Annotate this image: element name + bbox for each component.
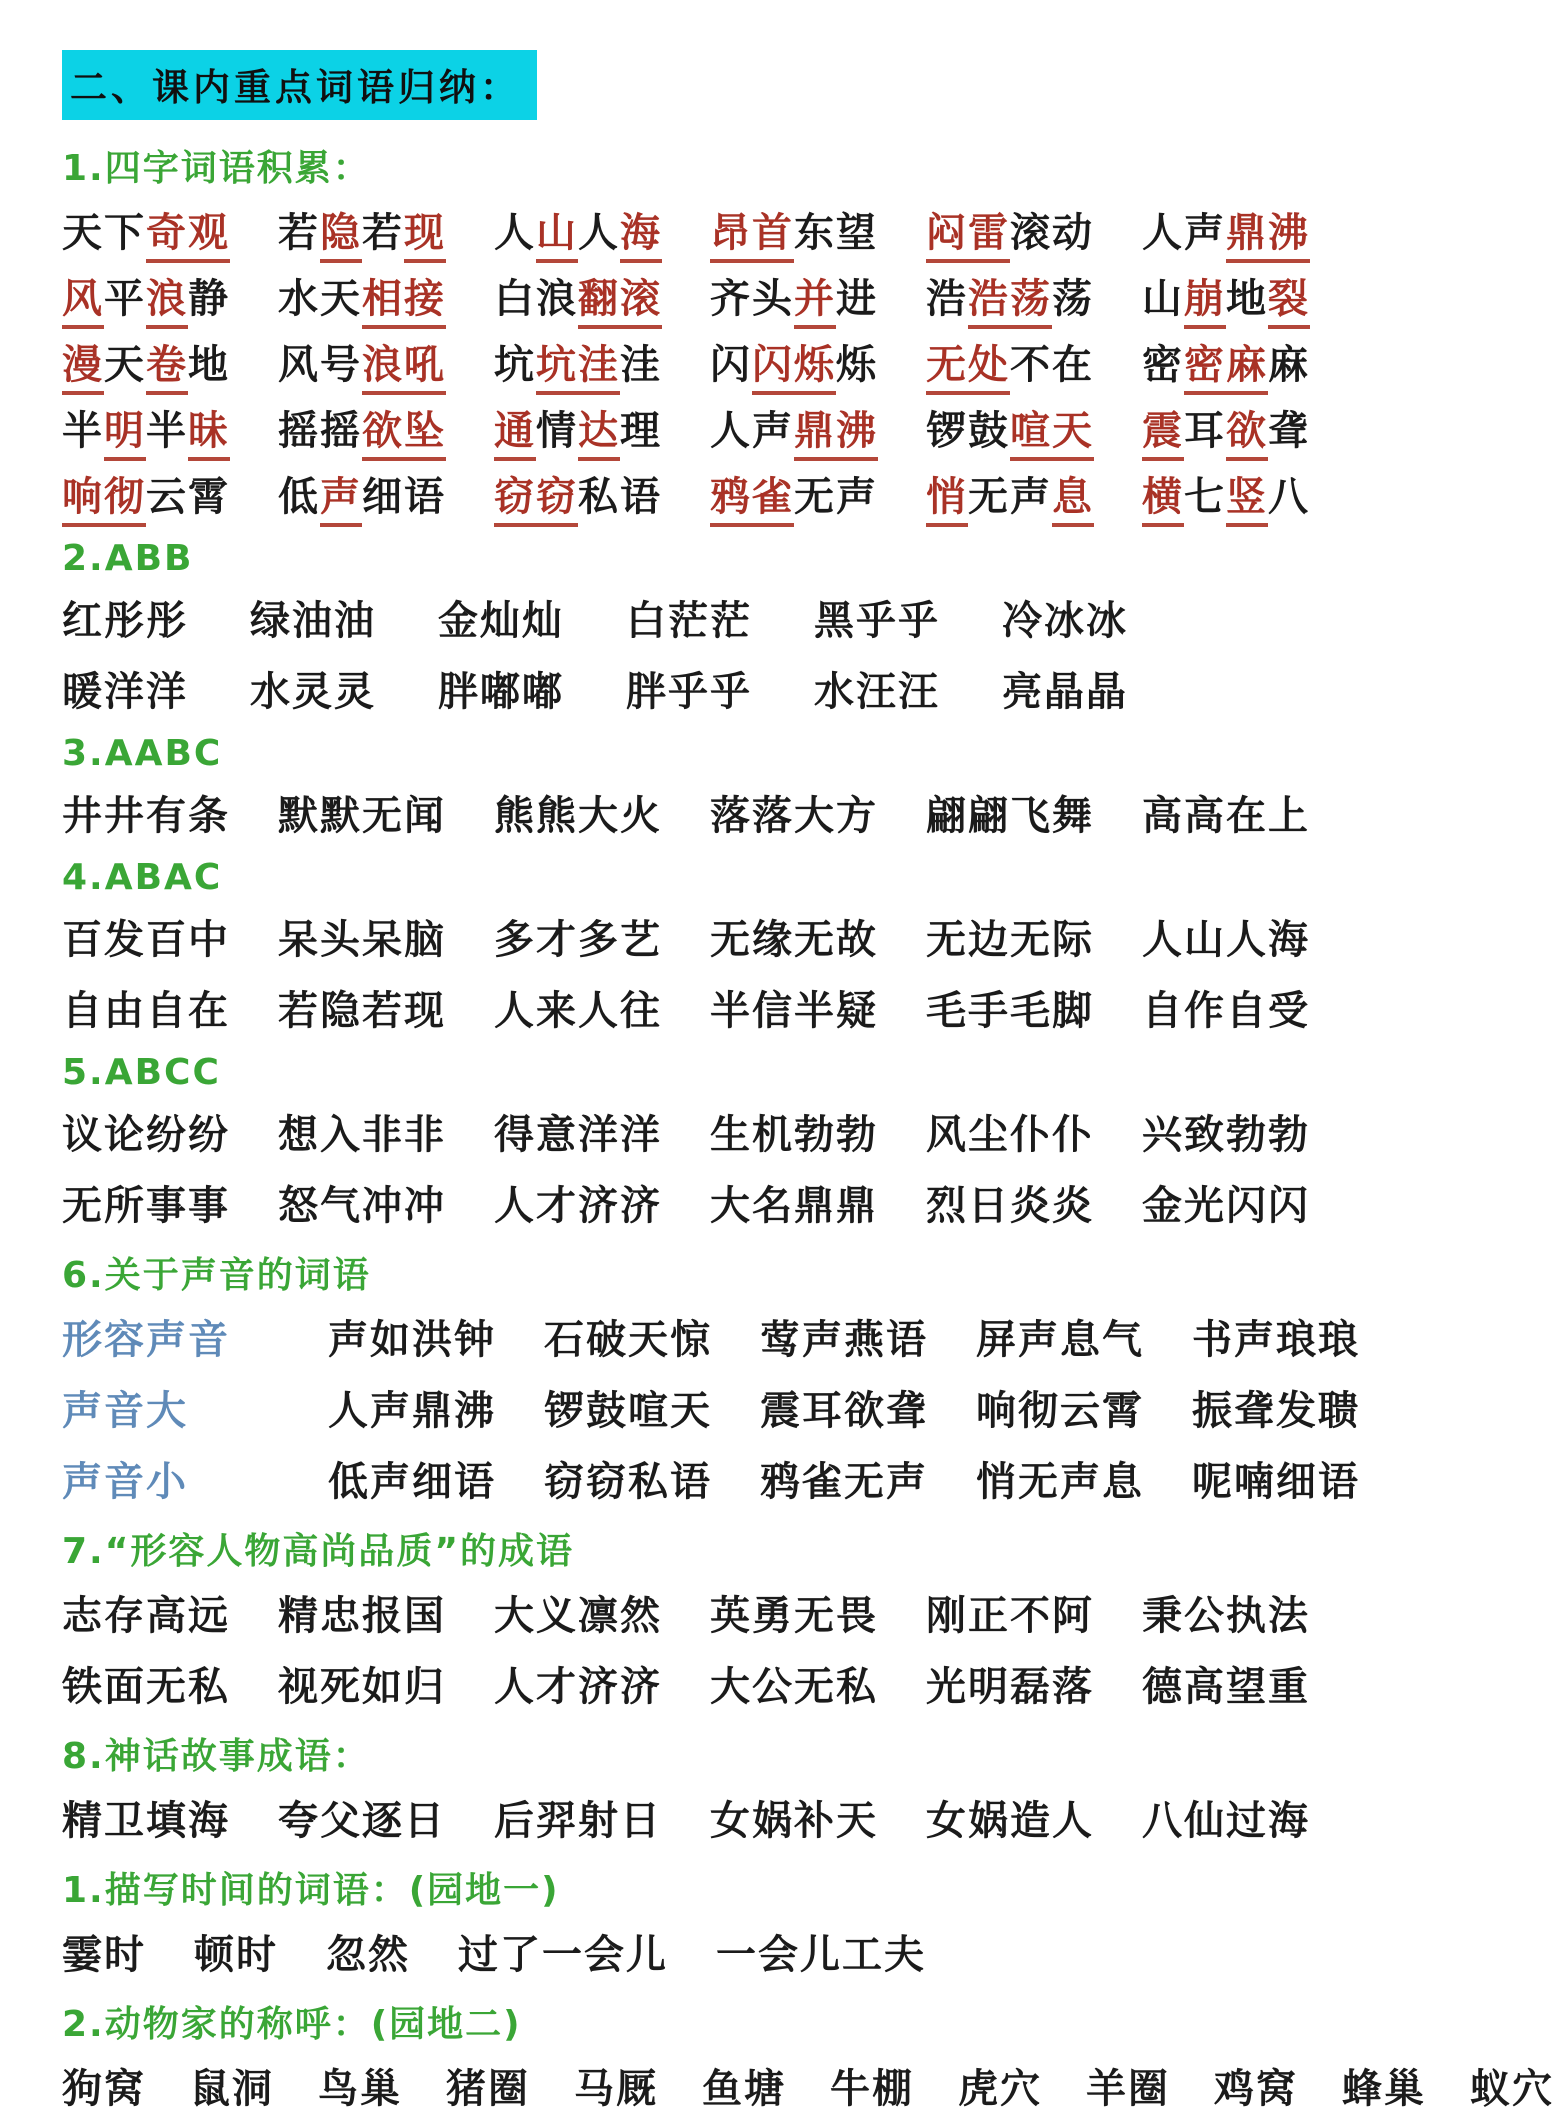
word: 视死如归 — [278, 1664, 446, 1710]
word: 水天相接 — [278, 267, 446, 324]
highlighted-characters: 密麻 — [1184, 342, 1268, 395]
word: 半信半疑 — [710, 988, 878, 1034]
highlighted-characters: 鸦雀 — [710, 474, 794, 527]
highlighted-characters: 浩荡 — [968, 276, 1052, 329]
word: 红彤彤 — [62, 598, 188, 644]
word: 志存高远 — [62, 1593, 230, 1639]
word: 高高在上 — [1142, 793, 1310, 839]
section-heading: 1.描写时间的词语：(园地一) — [62, 1870, 560, 1911]
highlighted-characters: 震 — [1142, 408, 1184, 461]
word: 金灿灿 — [438, 598, 564, 644]
highlighted-characters: 达 — [578, 408, 620, 461]
word: 人山人海 — [494, 201, 662, 258]
word: 猪圈 — [446, 2066, 530, 2112]
word: 自作自受 — [1142, 988, 1310, 1034]
word: 莺声燕语 — [760, 1317, 928, 1363]
word: 鸡窝 — [1214, 2066, 1298, 2112]
row-label: 形容声音 — [62, 1317, 230, 1363]
word: 闷雷滚动 — [926, 201, 1094, 258]
word: 石破天惊 — [544, 1317, 712, 1363]
highlighted-characters: 坑洼 — [536, 342, 620, 395]
word-row — [62, 267, 1513, 324]
word: 蚁穴 — [1470, 2066, 1554, 2112]
highlighted-characters: 明 — [104, 408, 146, 461]
word: 德高望重 — [1142, 1664, 1310, 1710]
word: 秉公执法 — [1142, 1593, 1310, 1639]
highlighted-characters: 欲 — [1226, 408, 1268, 461]
word: 想入非非 — [278, 1112, 446, 1158]
section — [62, 1052, 1513, 1231]
word: 多才多艺 — [494, 917, 662, 963]
word: 鸦雀无声 — [710, 465, 878, 522]
word: 蜂巢 — [1342, 2066, 1426, 2112]
highlighted-characters: 卷 — [146, 342, 188, 395]
section — [62, 857, 1513, 1036]
section — [62, 1996, 1554, 2114]
word: 人声鼎沸 — [710, 399, 878, 456]
highlighted-characters: 悄 — [926, 474, 968, 527]
section — [62, 538, 1513, 717]
section-heading: 2.动物家的称呼：(园地二) — [62, 2004, 522, 2045]
highlighted-characters: 山 — [536, 210, 578, 263]
word-row — [62, 660, 1513, 717]
word: 熊熊大火 — [494, 793, 662, 839]
word: 得意洋洋 — [494, 1112, 662, 1158]
highlighted-characters: 竖 — [1226, 474, 1268, 527]
word: 响彻云霄 — [62, 465, 230, 522]
word: 百发百中 — [62, 917, 230, 963]
page-title: 二、课内重点词语归纳： — [62, 50, 537, 120]
word: 绿油油 — [250, 598, 376, 644]
highlighted-characters: 响彻 — [62, 474, 146, 527]
word: 人山人海 — [1142, 917, 1310, 963]
word-row — [62, 2057, 1554, 2114]
sections-container — [62, 140, 1554, 2114]
word: 精卫填海 — [62, 1798, 230, 1844]
row-label: 声音大 — [62, 1388, 188, 1434]
word: 悄无声息 — [926, 465, 1094, 522]
highlighted-characters: 鼎沸 — [1226, 210, 1310, 263]
word-row — [62, 333, 1513, 390]
highlighted-characters: 闷雷 — [926, 210, 1010, 263]
word-row — [62, 1789, 1513, 1846]
highlighted-characters: 相接 — [362, 276, 446, 329]
word: 摇摇欲坠 — [278, 399, 446, 456]
word-row — [62, 589, 1513, 646]
word: 霎时 — [62, 1932, 146, 1978]
word: 声如洪钟 — [328, 1317, 496, 1363]
highlighted-characters: 昧 — [188, 408, 230, 461]
word: 八仙过海 — [1142, 1798, 1310, 1844]
highlighted-characters: 并 — [794, 276, 836, 329]
highlighted-characters: 通 — [494, 408, 536, 461]
word-row — [62, 399, 1513, 456]
word: 刚正不阿 — [926, 1593, 1094, 1639]
word: 精忠报国 — [278, 1593, 446, 1639]
word: 无边无际 — [926, 917, 1094, 963]
word: 横七竖八 — [1142, 465, 1310, 522]
word-row — [62, 1450, 1513, 1507]
highlighted-characters: 横 — [1142, 474, 1184, 527]
word: 大名鼎鼎 — [710, 1183, 878, 1229]
word-row — [62, 979, 1513, 1036]
word: 坑坑洼洼 — [494, 333, 662, 390]
word: 毛手毛脚 — [926, 988, 1094, 1034]
word: 书声琅琅 — [1192, 1317, 1360, 1363]
word: 狗窝 — [62, 2066, 146, 2112]
highlighted-characters: 翻滚 — [578, 276, 662, 329]
section-heading: 2.ABB — [62, 538, 194, 579]
word-row — [62, 465, 1513, 522]
word: 人声鼎沸 — [328, 1388, 496, 1434]
word-row — [62, 1308, 1513, 1365]
word: 亮晶晶 — [1002, 669, 1128, 715]
highlighted-characters: 裂 — [1268, 276, 1310, 329]
word: 人才济济 — [494, 1664, 662, 1710]
word: 金光闪闪 — [1142, 1183, 1310, 1229]
section — [62, 1523, 1513, 1712]
highlighted-characters: 隐 — [320, 210, 362, 263]
highlighted-characters: 风 — [62, 276, 104, 329]
word: 翩翩飞舞 — [926, 793, 1094, 839]
word: 黑乎乎 — [814, 598, 940, 644]
word: 牛棚 — [830, 2066, 914, 2112]
word: 悄无声息 — [976, 1459, 1144, 1505]
word: 窃窃私语 — [494, 465, 662, 522]
highlighted-characters: 鼎沸 — [794, 408, 878, 461]
word: 漫天卷地 — [62, 333, 230, 390]
word: 若隐若现 — [278, 201, 446, 258]
word: 风号浪吼 — [278, 333, 446, 390]
word: 锣鼓喧天 — [926, 399, 1094, 456]
word: 鸦雀无声 — [760, 1459, 928, 1505]
section-heading: 1.四字词语积累： — [62, 148, 371, 189]
word-row — [62, 908, 1513, 965]
highlighted-characters: 息 — [1052, 474, 1094, 527]
word: 烈日炎炎 — [926, 1183, 1094, 1229]
word: 顿时 — [194, 1932, 278, 1978]
highlighted-characters: 漫 — [62, 342, 104, 395]
word: 胖嘟嘟 — [438, 669, 564, 715]
word: 风尘仆仆 — [926, 1112, 1094, 1158]
word-row — [62, 784, 1513, 841]
word-row — [62, 1103, 1513, 1160]
section-heading: 4.ABAC — [62, 857, 223, 898]
section — [62, 140, 1513, 522]
word: 天下奇观 — [62, 201, 230, 258]
word: 过了一会儿 — [458, 1932, 668, 1978]
highlighted-characters: 崩 — [1184, 276, 1226, 329]
highlighted-characters: 闪烁 — [752, 342, 836, 395]
section-heading: 5.ABCC — [62, 1052, 221, 1093]
word: 自由自在 — [62, 988, 230, 1034]
word: 白浪翻滚 — [494, 267, 662, 324]
word: 水灵灵 — [250, 669, 376, 715]
highlighted-characters: 欲坠 — [362, 408, 446, 461]
word: 半明半昧 — [62, 399, 230, 456]
word: 暖洋洋 — [62, 669, 188, 715]
word: 无所事事 — [62, 1183, 230, 1229]
word: 呆头呆脑 — [278, 917, 446, 963]
word: 山崩地裂 — [1142, 267, 1310, 324]
word: 呢喃细语 — [1192, 1459, 1360, 1505]
word: 风平浪静 — [62, 267, 230, 324]
word: 闪闪烁烁 — [710, 333, 878, 390]
word: 昂首东望 — [710, 201, 878, 258]
word-row — [62, 1923, 1513, 1980]
word: 通情达理 — [494, 399, 662, 456]
highlighted-characters: 浪 — [146, 276, 188, 329]
highlighted-characters: 声 — [320, 474, 362, 527]
word: 铁面无私 — [62, 1664, 230, 1710]
word: 夸父逐日 — [278, 1798, 446, 1844]
word: 水汪汪 — [814, 669, 940, 715]
word: 密密麻麻 — [1142, 333, 1310, 390]
section — [62, 1728, 1513, 1846]
highlighted-characters: 喧天 — [1010, 408, 1094, 461]
section-heading: 7.“形容人物高尚品质”的成语 — [62, 1531, 575, 1572]
word: 震耳欲聋 — [760, 1388, 928, 1434]
word: 人声鼎沸 — [1142, 201, 1310, 258]
word: 人才济济 — [494, 1183, 662, 1229]
word: 屏声息气 — [976, 1317, 1144, 1363]
word: 大义凛然 — [494, 1593, 662, 1639]
word: 鱼塘 — [702, 2066, 786, 2112]
word: 议论纷纷 — [62, 1112, 230, 1158]
highlighted-characters: 海 — [620, 210, 662, 263]
word: 无处不在 — [926, 333, 1094, 390]
word-row — [62, 1584, 1513, 1641]
word-row — [62, 1655, 1513, 1712]
word: 浩浩荡荡 — [926, 267, 1094, 324]
word: 马厩 — [574, 2066, 658, 2112]
word: 落落大方 — [710, 793, 878, 839]
word: 低声细语 — [278, 465, 446, 522]
word: 鸟巢 — [318, 2066, 402, 2112]
highlighted-characters: 奇观 — [146, 210, 230, 263]
word-row — [62, 201, 1513, 258]
section — [62, 1862, 1513, 1980]
word: 大公无私 — [710, 1664, 878, 1710]
highlighted-characters: 无处 — [926, 342, 1010, 395]
word: 一会儿工夫 — [716, 1932, 926, 1978]
word: 光明磊落 — [926, 1664, 1094, 1710]
word: 白茫茫 — [626, 598, 752, 644]
word: 生机勃勃 — [710, 1112, 878, 1158]
word: 英勇无畏 — [710, 1593, 878, 1639]
word: 鼠洞 — [190, 2066, 274, 2112]
word: 响彻云霄 — [976, 1388, 1144, 1434]
word: 冷冰冰 — [1002, 598, 1128, 644]
section — [62, 1247, 1513, 1507]
word: 胖乎乎 — [626, 669, 752, 715]
word: 振聋发聩 — [1192, 1388, 1360, 1434]
word: 女娲造人 — [926, 1798, 1094, 1844]
word: 默默无闻 — [278, 793, 446, 839]
word: 后羿射日 — [494, 1798, 662, 1844]
word: 窃窃私语 — [544, 1459, 712, 1505]
word: 井井有条 — [62, 793, 230, 839]
word: 锣鼓喧天 — [544, 1388, 712, 1434]
section-heading: 8.神话故事成语： — [62, 1736, 371, 1777]
highlighted-characters: 窃窃 — [494, 474, 578, 527]
word-row — [62, 1379, 1513, 1436]
word: 羊圈 — [1086, 2066, 1170, 2112]
word: 忽然 — [326, 1932, 410, 1978]
highlighted-characters: 现 — [404, 210, 446, 263]
word: 低声细语 — [328, 1459, 496, 1505]
word: 女娲补天 — [710, 1798, 878, 1844]
word: 震耳欲聋 — [1142, 399, 1310, 456]
word: 齐头并进 — [710, 267, 878, 324]
section — [62, 733, 1513, 841]
word: 兴致勃勃 — [1142, 1112, 1310, 1158]
word: 若隐若现 — [278, 988, 446, 1034]
row-label: 声音小 — [62, 1459, 188, 1505]
highlighted-characters: 昂首 — [710, 210, 794, 263]
word: 人来人往 — [494, 988, 662, 1034]
section-heading: 6.关于声音的词语 — [62, 1255, 371, 1296]
word: 怒气冲冲 — [278, 1183, 446, 1229]
section-heading: 3.AABC — [62, 733, 223, 774]
word-row — [62, 1174, 1513, 1231]
word: 无缘无故 — [710, 917, 878, 963]
highlighted-characters: 浪吼 — [362, 342, 446, 395]
word: 虎穴 — [958, 2066, 1042, 2112]
